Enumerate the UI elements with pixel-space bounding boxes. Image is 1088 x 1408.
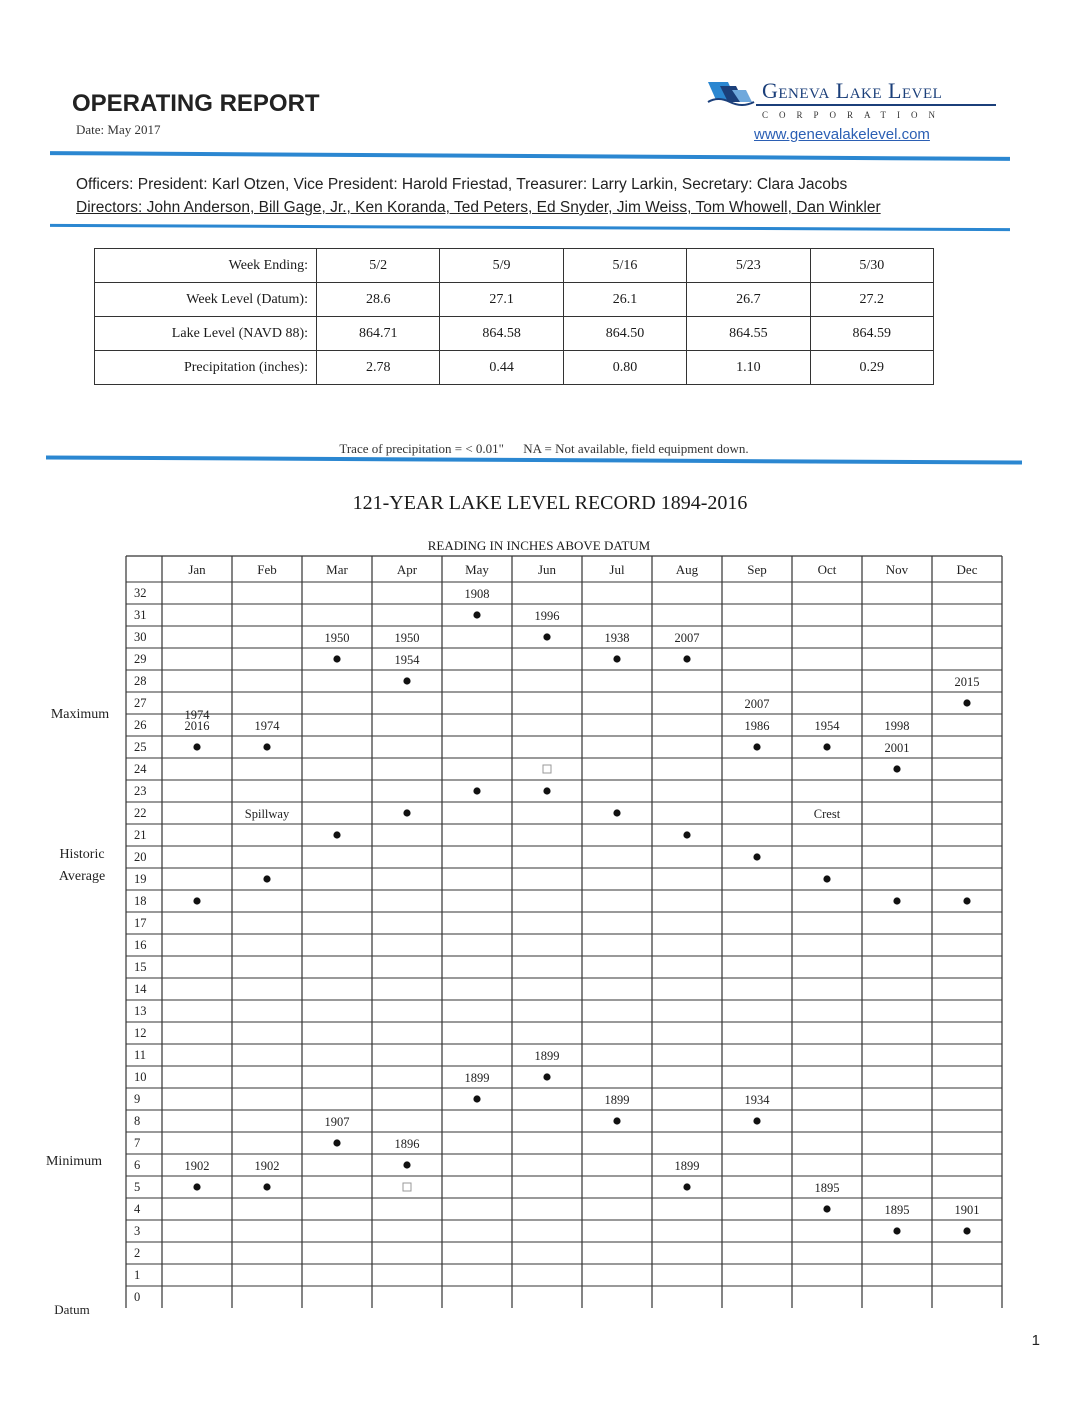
record-dot <box>543 1073 550 1080</box>
weekly-cell: 27.1 <box>440 283 563 317</box>
level-row-label: 18 <box>134 894 147 908</box>
level-row-label: 12 <box>134 1026 147 1040</box>
level-row-label: 23 <box>134 784 147 798</box>
level-row-label: 1 <box>134 1268 141 1282</box>
weekly-cell: 5/23 <box>687 249 810 283</box>
record-dot <box>613 655 620 662</box>
record-year-label: 1950 <box>324 631 350 645</box>
record-dot <box>683 655 690 662</box>
level-row-label: 5 <box>134 1180 141 1194</box>
weekly-cell: 864.58 <box>440 317 563 351</box>
weekly-cell: 26.7 <box>687 283 810 317</box>
weekly-cell: 864.50 <box>563 317 686 351</box>
record-dot <box>473 787 480 794</box>
directors-line: Directors: John Anderson, Bill Gage, Jr., Ken Koranda, Ted Peters, Ed Snyder, Jim Weiss, Tom Whowell, Dan Winkler <box>76 199 881 216</box>
weekly-cell: 864.71 <box>317 317 440 351</box>
record-dot <box>893 897 900 904</box>
weekly-row-label: Week Level (Datum): <box>95 283 317 317</box>
record-year-label: 1938 <box>604 631 630 645</box>
record-dot <box>893 1227 900 1234</box>
level-row-label: 6 <box>134 1158 141 1172</box>
record-dot <box>963 897 970 904</box>
chart-subtitle: READING IN INCHES ABOVE DATUM <box>427 538 651 553</box>
month-header: Feb <box>257 562 277 577</box>
record-year-label: 1996 <box>534 609 560 623</box>
record-dot <box>963 1227 970 1234</box>
current-level-marker <box>543 765 551 773</box>
level-row-label: 29 <box>134 652 147 666</box>
weekly-cell: 0.44 <box>440 351 563 385</box>
record-dot <box>403 677 410 684</box>
month-header: Dec <box>956 562 978 577</box>
na-note: NA = Not available, field equipment down. <box>523 441 749 456</box>
weekly-cell: 5/9 <box>440 249 563 283</box>
record-dot <box>263 743 270 750</box>
level-row-label: 3 <box>134 1224 141 1238</box>
level-row-label: 7 <box>134 1136 141 1150</box>
month-header: Nov <box>885 562 909 577</box>
record-year-label: 1974 <box>254 719 280 733</box>
level-row-label: 31 <box>134 608 147 622</box>
level-row-label: 14 <box>134 982 147 996</box>
record-year-label: 2016 <box>184 719 210 733</box>
record-year-label: 1895 <box>814 1181 840 1195</box>
record-year-label: 1950 <box>394 631 420 645</box>
weekly-cell: 5/30 <box>810 249 933 283</box>
record-dot <box>683 831 690 838</box>
record-year-label: 1899 <box>464 1071 490 1085</box>
current-level-marker <box>403 1183 411 1191</box>
weekly-row-label: Week Ending: <box>95 249 317 283</box>
weekly-cell: 28.6 <box>317 283 440 317</box>
logo-corporation: CORPORATION <box>762 110 947 120</box>
month-header: Mar <box>326 562 348 577</box>
record-year-label: 2001 <box>884 741 910 755</box>
weekly-cell: 864.55 <box>687 317 810 351</box>
record-year-label: 1902 <box>184 1159 210 1173</box>
level-row-label: 30 <box>134 630 147 644</box>
month-header: May <box>465 562 489 577</box>
level-row-label: 24 <box>134 762 147 776</box>
record-dot <box>753 1117 760 1124</box>
record-dot <box>193 743 200 750</box>
record-dot <box>893 765 900 772</box>
record-year-label: Crest <box>813 807 841 821</box>
record-year-label: 1974 <box>184 708 210 722</box>
level-row-label: 19 <box>134 872 147 886</box>
report-title: OPERATING REPORT <box>72 90 320 117</box>
record-year-label: 2007 <box>674 631 700 645</box>
level-row-label: 32 <box>134 586 147 600</box>
record-year-label: 1899 <box>674 1159 700 1173</box>
record-dot <box>263 875 270 882</box>
maximum-label: Maximum <box>50 707 110 722</box>
level-row-label: 11 <box>134 1048 147 1062</box>
record-dot <box>193 1183 200 1190</box>
record-year-label: 1908 <box>464 587 490 601</box>
month-header: Oct <box>817 562 837 577</box>
weekly-cell: 27.2 <box>810 283 933 317</box>
website-link[interactable]: www.genevalakelevel.com <box>754 126 930 143</box>
record-dot <box>753 853 760 860</box>
record-dot <box>403 1161 410 1168</box>
record-year-label: 1902 <box>254 1159 280 1173</box>
officers-line: Officers: President: Karl Otzen, Vice President: Harold Friestad, Treasurer: Larry Larkin, Secretary: Clara Jacobs <box>76 176 848 193</box>
month-header: Sep <box>747 562 767 577</box>
level-row-label: 0 <box>134 1290 141 1304</box>
record-dot <box>543 633 550 640</box>
record-dot <box>963 699 970 706</box>
record-dot <box>683 1183 690 1190</box>
historic-label: Historic <box>59 847 105 862</box>
record-dot <box>823 875 830 882</box>
weekly-row-label: Lake Level (NAVD 88): <box>95 317 317 351</box>
month-header: Jul <box>609 562 625 577</box>
level-row-label: 4 <box>134 1202 141 1216</box>
record-year-label: 2015 <box>954 675 980 689</box>
month-header: Jun <box>537 562 557 577</box>
record-dot <box>263 1183 270 1190</box>
record-dot <box>333 655 340 662</box>
record-year-label: 1986 <box>744 719 770 733</box>
weekly-cell: 26.1 <box>563 283 686 317</box>
weekly-cell: 1.10 <box>687 351 810 385</box>
record-dot <box>823 1205 830 1212</box>
record-year-label: 1901 <box>954 1203 980 1217</box>
level-row-label: 17 <box>134 916 147 930</box>
weekly-cell: 864.59 <box>810 317 933 351</box>
record-year-label: 1954 <box>394 653 420 667</box>
weekly-cell: 5/2 <box>317 249 440 283</box>
month-header: Jan <box>188 562 206 577</box>
record-dot <box>613 1117 620 1124</box>
average-label: Average <box>58 869 106 884</box>
record-year-label: 1934 <box>744 1093 770 1107</box>
level-row-label: 27 <box>134 696 147 710</box>
level-row-label: 15 <box>134 960 147 974</box>
level-row-label: 28 <box>134 674 147 688</box>
level-row-label: 21 <box>134 828 147 842</box>
record-year-label: 1998 <box>884 719 910 733</box>
weekly-cell: 5/16 <box>563 249 686 283</box>
level-row-label: 13 <box>134 1004 147 1018</box>
level-row-label: 8 <box>134 1114 141 1128</box>
record-dot <box>473 611 480 618</box>
level-row-label: 10 <box>134 1070 147 1084</box>
weekly-cell: 0.80 <box>563 351 686 385</box>
logo-name: Geneva Lake Level <box>762 78 943 103</box>
record-year-label: 1899 <box>604 1093 630 1107</box>
trace-note: Trace of precipitation = < 0.01" <box>339 441 504 456</box>
record-dot <box>193 897 200 904</box>
weekly-cell: 2.78 <box>317 351 440 385</box>
level-row-label: 25 <box>134 740 147 754</box>
record-dot <box>333 1139 340 1146</box>
level-row-label: 22 <box>134 806 147 820</box>
record-year-label: 1907 <box>324 1115 350 1129</box>
record-year-label: 2007 <box>744 697 770 711</box>
level-row-label: 2 <box>134 1246 141 1260</box>
weekly-row-label: Precipitation (inches): <box>95 351 317 385</box>
level-row-label: 20 <box>134 850 147 864</box>
page-number: 1 <box>1031 1332 1040 1349</box>
report-date: Date: May 2017 <box>76 122 161 137</box>
record-dot <box>753 743 760 750</box>
level-row-label: 26 <box>134 718 147 732</box>
chart-title: 121-YEAR LAKE LEVEL RECORD 1894-2016 <box>352 492 748 514</box>
record-dot <box>543 787 550 794</box>
level-row-label: 9 <box>134 1092 141 1106</box>
record-year-label: 1895 <box>884 1203 910 1217</box>
minimum-label: Minimum <box>45 1154 102 1169</box>
level-row-label: 16 <box>134 938 147 952</box>
record-dot <box>823 743 830 750</box>
record-dot <box>473 1095 480 1102</box>
record-dot <box>613 809 620 816</box>
month-header: Aug <box>675 562 699 577</box>
record-year-label: Spillway <box>244 807 290 821</box>
datum-label: Datum <box>54 1302 90 1317</box>
record-year-label: 1896 <box>394 1137 420 1151</box>
weekly-cell: 0.29 <box>810 351 933 385</box>
record-dot <box>333 831 340 838</box>
record-dot <box>403 809 410 816</box>
record-year-label: 1954 <box>814 719 840 733</box>
month-header: Apr <box>396 562 418 577</box>
record-year-label: 1899 <box>534 1049 560 1063</box>
